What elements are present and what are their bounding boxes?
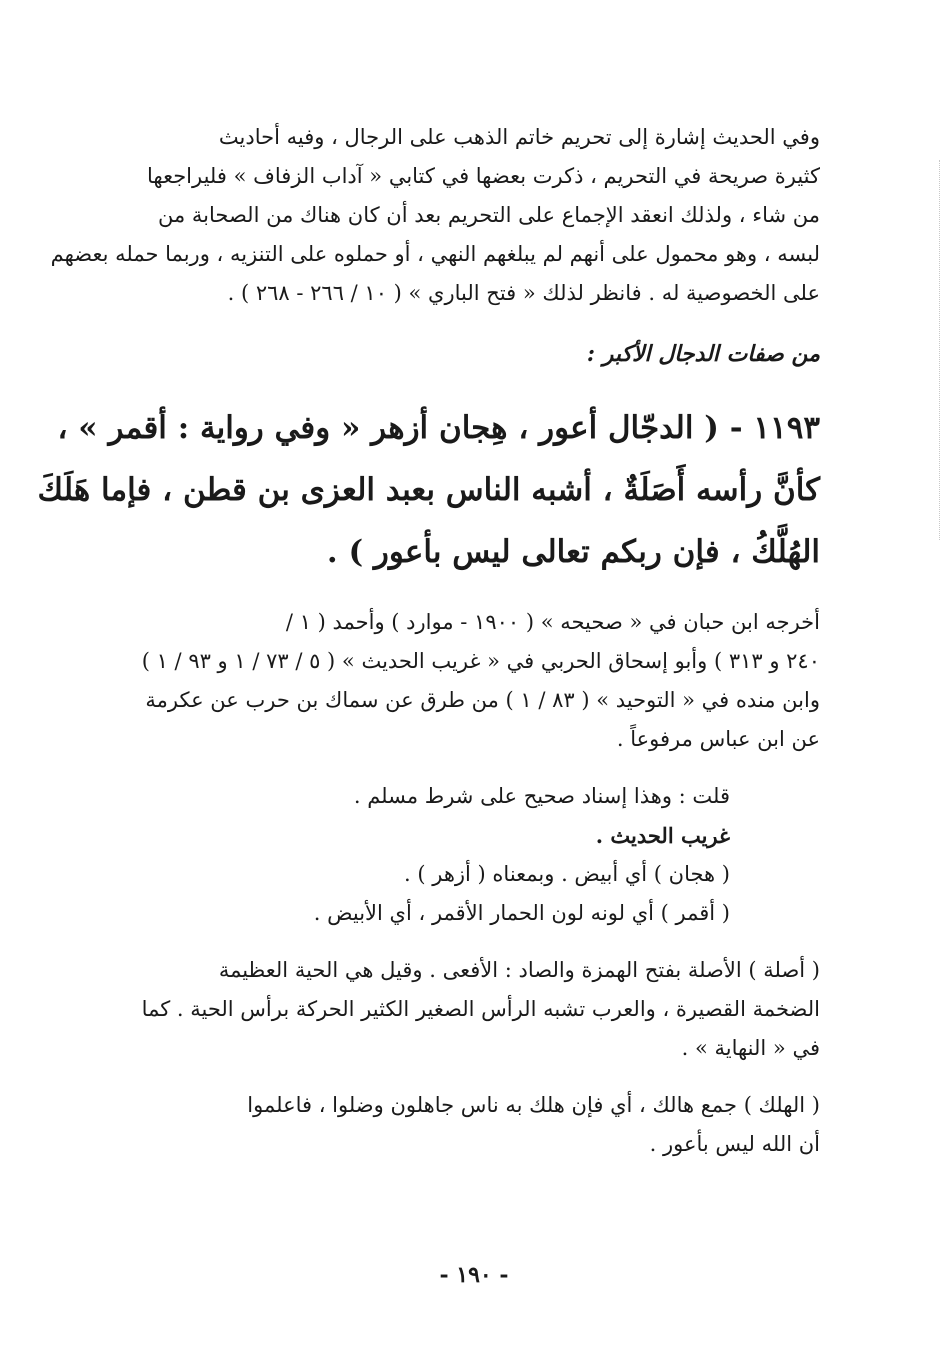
hadith-line: كأنَّ رأسه أَصَلَةٌ ، أشبه الناس بعبد العزى بن قطن ، فإما هَلَكَ — [37, 472, 820, 508]
hadith-text — [37, 397, 820, 583]
hadith-line: ١١٩٣ - ( الدجّال أعور ، هِجان أزهر « وفي رواية : أقمر » ، — [57, 410, 820, 446]
comment-block — [130, 777, 820, 933]
text-line: على الخصوصية له . فانظر لذلك « فتح الباري » ( ١٠ / ٢٦٦ - ٢٦٨ ) . — [227, 281, 820, 305]
asala-paragraph — [130, 951, 820, 1068]
text-line: في « النهاية » . — [681, 1036, 820, 1060]
text-line: أن الله ليس بأعور . — [649, 1132, 820, 1156]
text-line: ( الهلك ) جمع هالك ، أي فإن هلك به ناس جاهلون وضلوا ، فاعلموا — [247, 1093, 820, 1117]
takhrij-paragraph — [130, 603, 820, 759]
intro-paragraph — [50, 118, 820, 313]
text-line: لبسه ، وهو محمول على أنهم لم يبلغهم النهي ، أو حملوه على التنزيه ، وربما حمله بعضهم — [50, 242, 820, 266]
gharib-item: ( هجان ) أي أبيض . وبمعناه ( أزهر ) . — [404, 862, 730, 886]
text-line: الضخمة القصيرة ، والعرب تشبه الرأس الصغير الكثير الحركة برأس الحية . كما — [141, 997, 820, 1021]
page-number: - ١٩٠ - — [439, 1262, 509, 1288]
comment-line: قلت : وهذا إسناد صحيح على شرط مسلم . — [353, 784, 730, 808]
text-line: وفي الحديث إشارة إلى تحريم خاتم الذهب على الرجال ، وفيه أحاديث — [218, 125, 820, 149]
text-line: ( أصلة ) الأصلة بفتح الهمزة والصاد : الأفعى . وقيل هي الحية العظيمة — [218, 958, 820, 982]
text-line: كثيرة صريحة في التحريم ، ذكرت بعضها في كتابي « آداب الزفاف » فليراجعها — [146, 164, 820, 188]
section-heading: من صفات الدجال الأكبر : — [586, 341, 820, 367]
hullak-paragraph — [130, 1086, 820, 1164]
gharib-item: ( أقمر ) أي لونه لون الحمار الأقمر ، أي الأبيض . — [313, 901, 730, 925]
page-body — [37, 118, 820, 1164]
gharib-heading: غريب الحديث . — [595, 823, 730, 848]
hadith-line: الهُلَّكُ ، فإن ربكم تعالى ليس بأعور ) . — [326, 534, 820, 570]
text-line: أخرجه ابن حبان في « صحيحه » ( ١٩٠٠ - موارد ) وأحمد ( ١ / — [285, 610, 820, 634]
text-line: ٢٤٠ و ٣١٣ ) وأبو إسحاق الحربي في « غريب الحديث » ( ٥ / ٧٣ / ١ و ٩٣ / ١ ) — [141, 649, 820, 673]
text-line: من شاء ، ولذلك انعقد الإجماع على التحريم بعد أن كان هناك من الصحابة من — [158, 203, 820, 227]
scan-edge-mark — [938, 160, 940, 540]
text-line: عن ابن عباس مرفوعاً . — [616, 727, 820, 751]
text-line: وابن منده في « التوحيد » ( ٨٣ / ١ ) من طرق عن سماك بن حرب عن عكرمة — [145, 688, 820, 712]
